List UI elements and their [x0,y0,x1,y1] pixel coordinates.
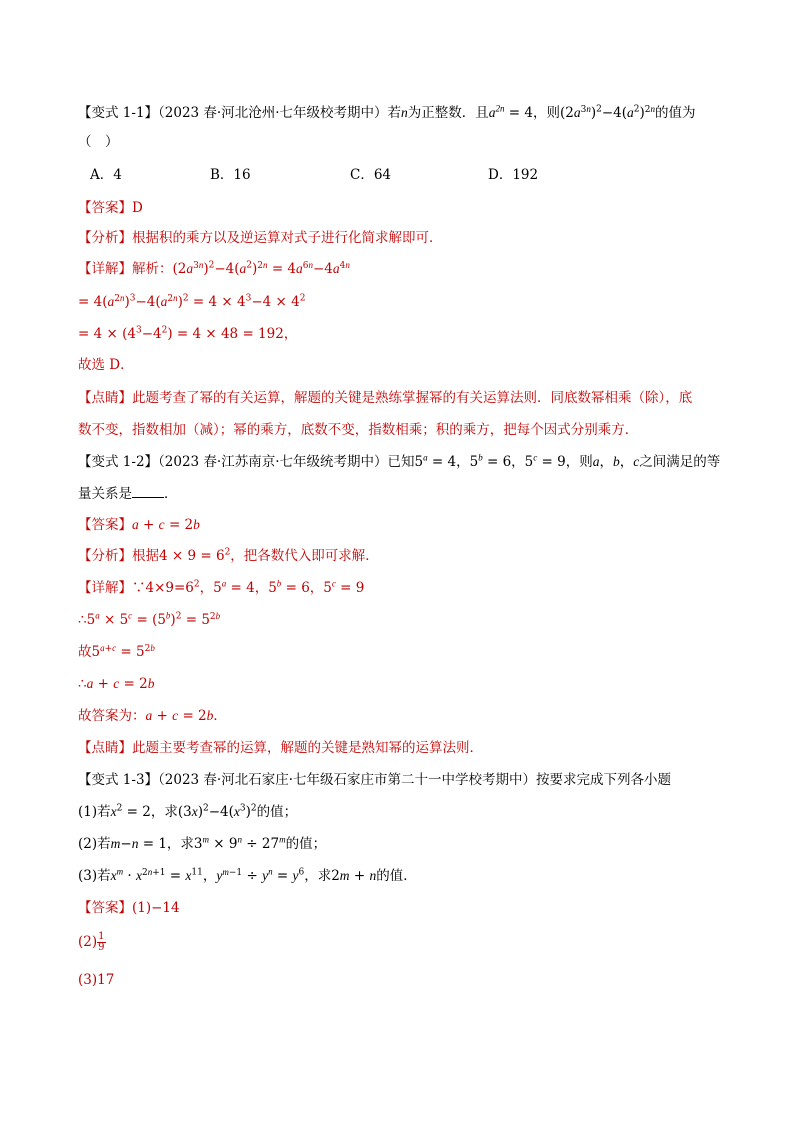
problem-source: （2023 春·江苏南京·七年级统考期中） [158,454,388,470]
problem-1-3-q3: (3)若$x^m \cdot x^{2n+1} = x^{11}$，$y^{m-1} \div y^n = y^6$，求2m + n的值． [78,866,417,884]
final-answer-1-2: 故答案为：a + c = 2b． [78,708,227,724]
option-d: D．192 [488,167,539,183]
problem-1-2-line2: 量关系是 ． [78,486,178,502]
problem-tag: 【变式 1-1】 [78,105,159,121]
detail-1-1-line3: = $4 \times (4^3-4^2) = 4 \times 48 = 192$， [78,325,298,342]
option-c: C．64 [350,167,392,183]
problem-tag: 【变式 1-3】 [78,772,159,788]
answer-1-3-part3: (3)17 [78,972,115,988]
detail-1-1-line2: = $4(a^{2n})^3-4(a^{2n})^2 = 4 \times 4^3-4 \times 4^2$ [78,292,306,310]
problem-1-1-statement: 【变式 1-1】（2023 春·河北沧州·七年级校考期中）若n为正整数．且$a^{2n} = 4$，则$(2a^{3n})^2-4(a^2)^{2n}$的值为 [78,103,696,121]
detail-1-1-line1: 【详解】解析：$(2a^{3n})^2-4(a^2)^{2n} = 4a^{6n}-4a^{4n}$ [78,259,350,277]
option-a: A．4 [90,167,122,183]
comment-1-1-line2: 数不变，指数相加（减）；幂的乘方，底数不变，指数相乘；积的乘方，把每个因式分别乘方． [78,422,639,438]
problem-1-3-q1: (1)若$x^2 = 2$，求$(3x)^2-4(x^3)^2$的值； [78,803,298,820]
detail-1-2-line3: 故$5^{a+c} = 5^{2b}$ [78,642,155,660]
analysis-1-2: 【分析】根据$4 \times 9 = 6^2$，把各数代入即可求解． [78,547,379,564]
problem-1-2-statement: 【变式 1-2】（2023 春·江苏南京·七年级统考期中）已知$5^a = 4$，$5^b = 6$，$5^c = 9$，则a，b，c之间满足的等 [78,452,721,470]
analysis-1-1: 【分析】根据积的乘方以及逆运算对式子进行化简求解即可． [78,230,443,246]
problem-1-1-paren: （ ） [78,134,119,150]
answer-1-2: 【答案】a + c = 2b [78,517,200,533]
detail-1-2-line2: $\therefore 5^a \times 5^c = (5^b)^2 = 5^{2b}$ [78,610,221,628]
option-b: B．16 [210,167,251,183]
answer-1-3-part2: (2) $\frac{1}{9}$ [78,931,105,953]
answer-1-3-label: 【答案】(1)−14 [78,900,180,916]
conclusion-1-1: 故选 D． [78,357,134,373]
comment-1-2: 【点睛】此题主要考查幂的运算，解题的关键是熟知幂的运算法则． [78,740,483,756]
answer-blank [132,485,164,498]
problem-source: （2023 春·河北石家庄·七年级石家庄市第二十一中学校考期中） [158,772,537,788]
fraction: $\frac{1}{9}$ [98,931,105,953]
comment-1-1-line1: 【点睛】此题考查了幂的有关运算，解题的关键是熟练掌握幂的有关运算法则．同底数幂相乘（除），底 [78,390,693,406]
problem-source: （2023 春·河北沧州·七年级校考期中） [158,105,388,121]
detail-1-2-line1: 【详解】$\because 4\times 9=6^2$，$5^a = 4$，$5^b = 6$，$5^c = 9$ [78,578,365,596]
problem-tag: 【变式 1-2】 [78,454,159,470]
problem-1-3-q2: (2)若m−n = 1，求$3^m \times 9^n \div 27^m$的值； [78,834,327,852]
problem-1-3-statement: 【变式 1-3】（2023 春·河北石家庄·七年级石家庄市第二十一中学校考期中）按要求完成下列各小题 [78,772,672,788]
detail-1-2-line4: ∴a + c = 2b [78,676,155,692]
answer-1-1: 【答案】D [78,200,143,216]
